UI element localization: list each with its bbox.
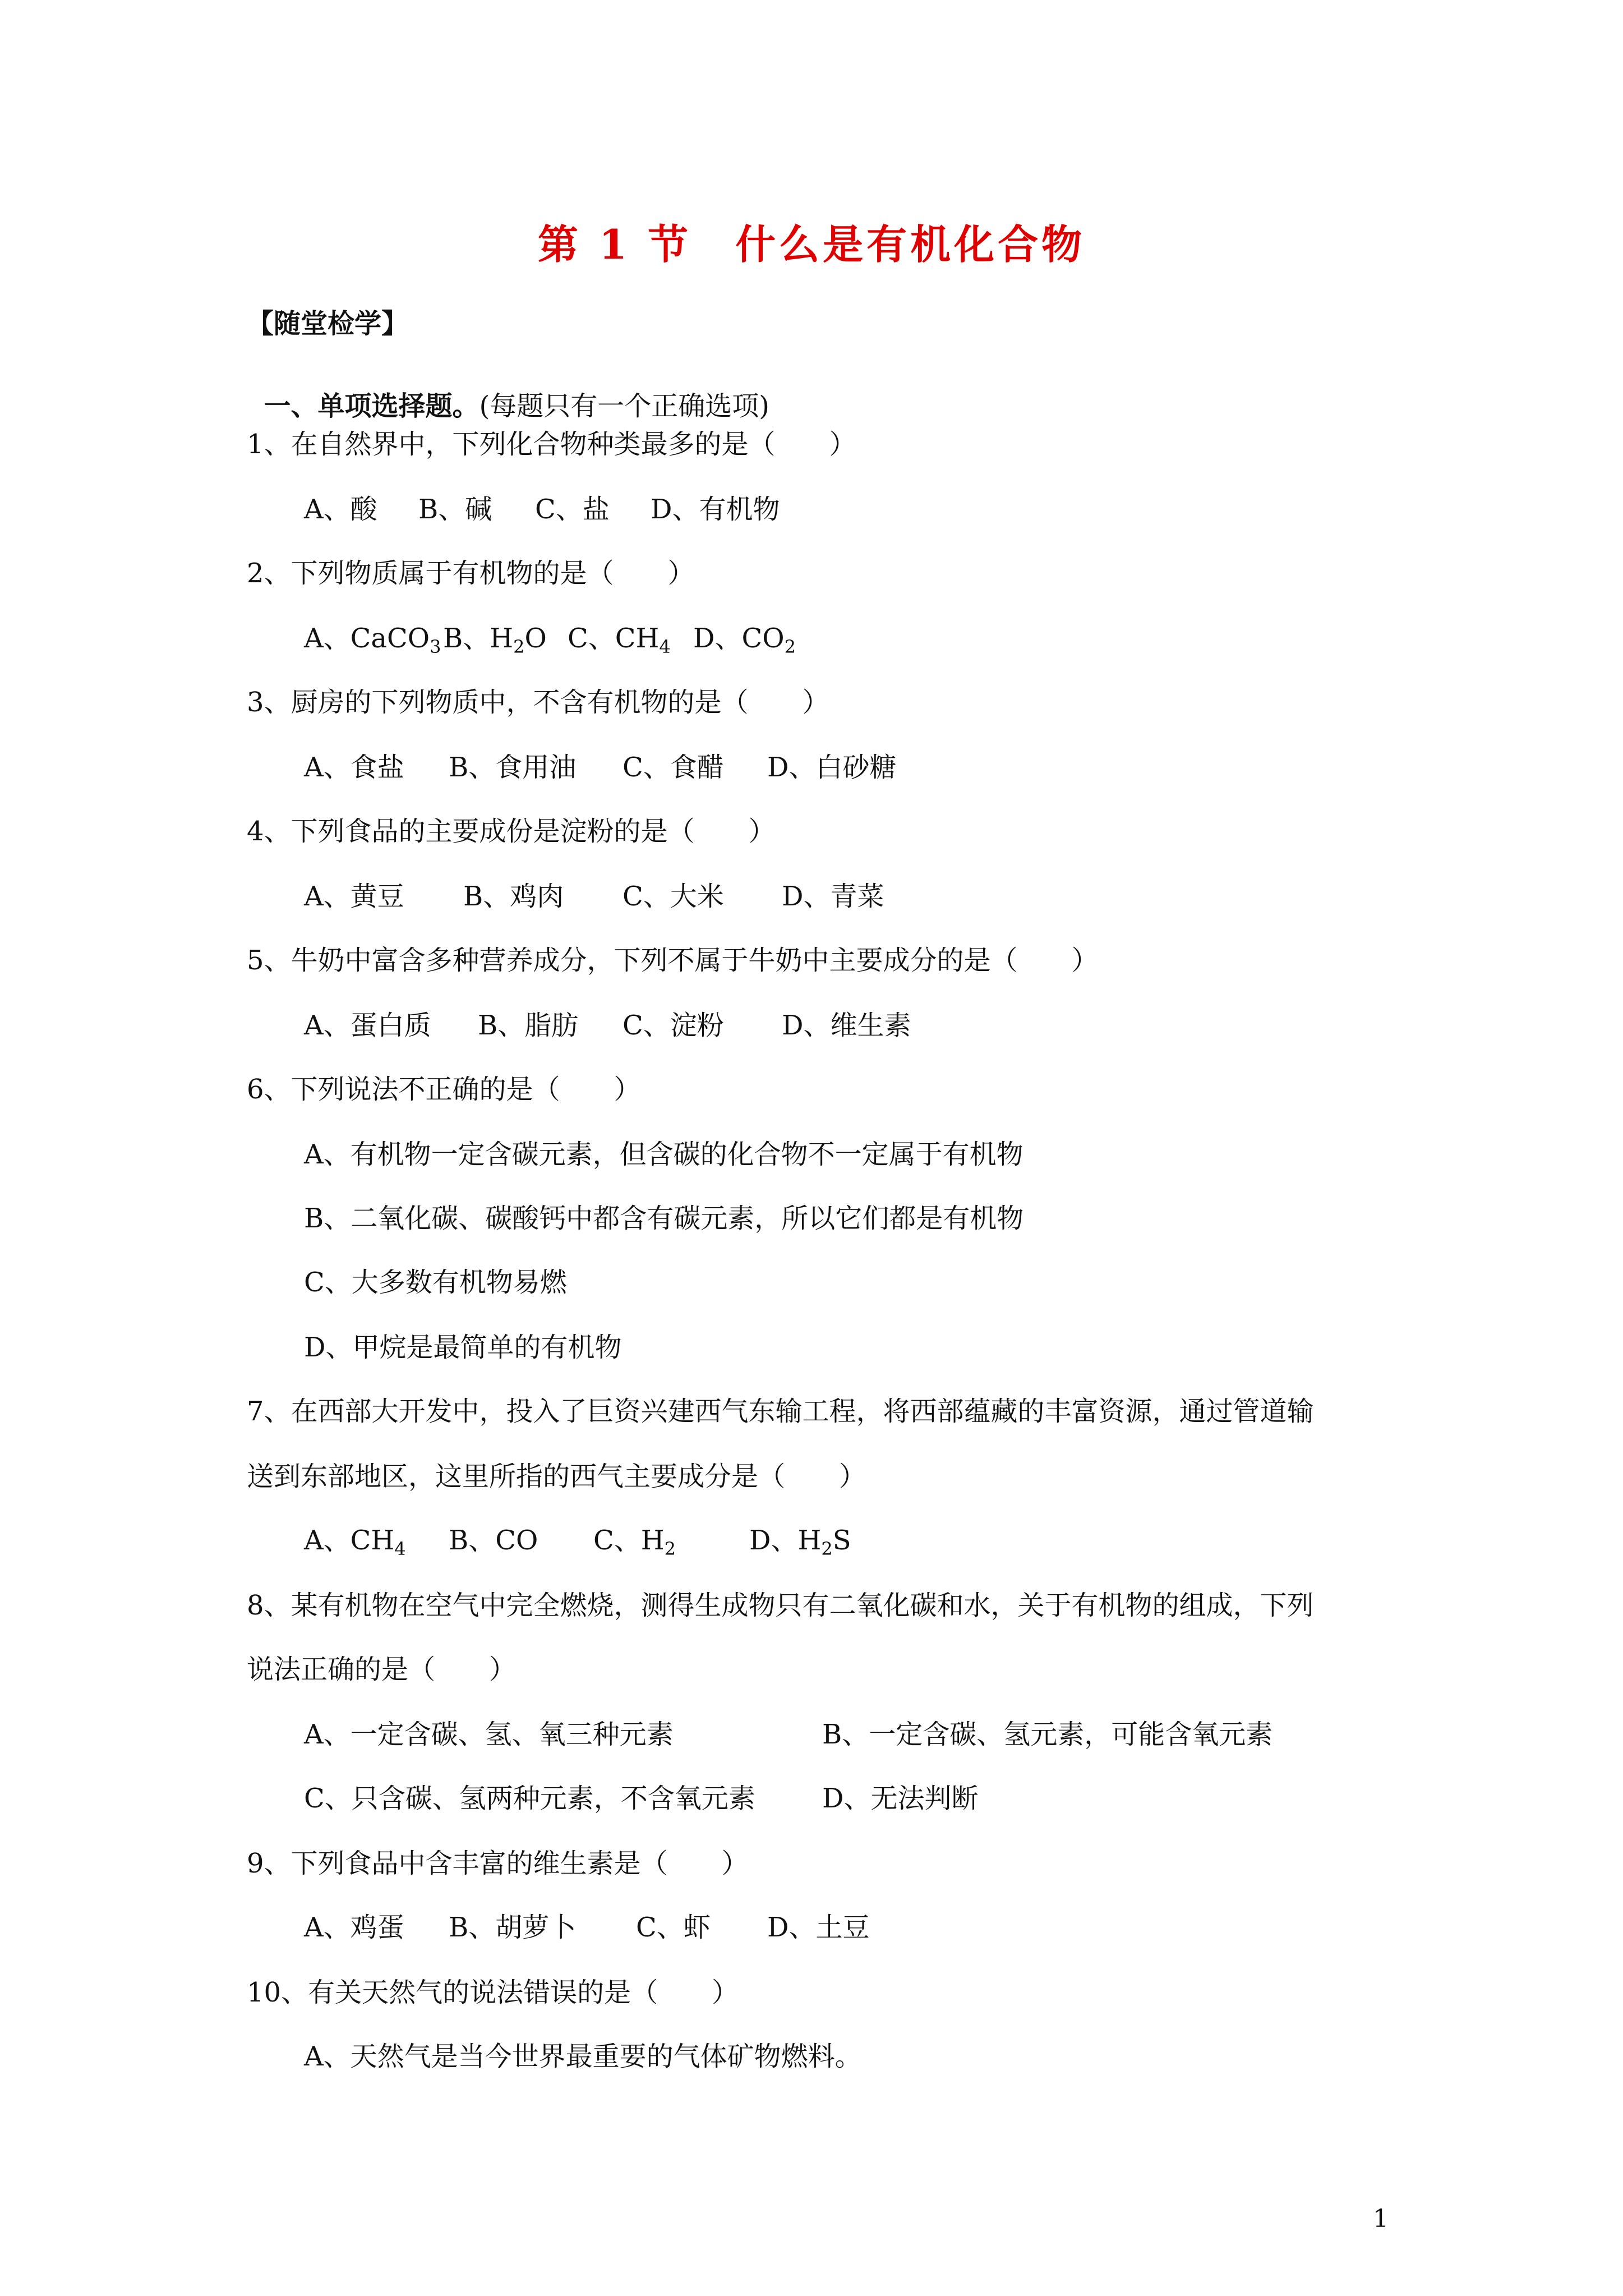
- question-stem-continued: 说法正确的是（ ）: [247, 1654, 517, 1685]
- option: B、食用油: [449, 752, 577, 783]
- option: D、青菜: [782, 881, 884, 912]
- question-stem: 3、厨房的下列物质中，不含有机物的是（ ）: [247, 687, 829, 718]
- option: A、CaCO$_3$: [304, 623, 441, 657]
- option: A、有机物一定含碳元素，但含碳的化合物不一定属于有机物: [304, 1139, 1023, 1170]
- option: A、天然气是当今世界最重要的气体矿物燃料。: [304, 2041, 862, 2072]
- question-stem: 9、下列食品中含丰富的维生素是（ ）: [247, 1848, 749, 1879]
- option: A、食盐: [304, 752, 404, 783]
- option: C、虾: [636, 1912, 711, 1943]
- option: B、鸡肉: [463, 881, 564, 912]
- option: B、CO: [449, 1525, 538, 1556]
- option: B、二氧化碳、碳酸钙中都含有碳元素，所以它们都是有机物: [304, 1203, 1024, 1234]
- option: B、一定含碳、氢元素，可能含氧元素: [822, 1719, 1273, 1750]
- option: C、只含碳、氢两种元素，不含氧元素: [304, 1783, 755, 1814]
- option: D、甲烷是最简单的有机物: [304, 1332, 622, 1363]
- option: A、鸡蛋: [304, 1912, 404, 1943]
- option: D、维生素: [782, 1010, 911, 1041]
- option: C、大米: [623, 881, 724, 912]
- option: B、胡萝卜: [449, 1912, 577, 1943]
- question-stem: 5、牛奶中富含多种营养成分，下列不属于牛奶中主要成分的是（ ）: [247, 945, 1099, 976]
- section-label: 【随堂检学】: [247, 308, 409, 339]
- question-stem: 7、在西部大开发中，投入了巨资兴建西气东输工程，将西部蕴藏的丰富资源，通过管道输: [247, 1396, 1314, 1427]
- option: D、有机物: [651, 494, 780, 525]
- option: D、白砂糖: [767, 752, 897, 783]
- option: B、碱: [418, 494, 492, 525]
- question-stem: 2、下列物质属于有机物的是（ ）: [247, 558, 695, 589]
- option: C、盐: [535, 494, 610, 525]
- part-heading-title: 一、单项选择题。: [264, 390, 479, 422]
- option: D、$H_2S$: [749, 1525, 851, 1559]
- part-heading-note: (每题只有一个正确选项): [479, 390, 769, 422]
- option: D、无法判断: [822, 1783, 979, 1814]
- option: B、脂肪: [478, 1010, 579, 1041]
- option: C、$H_2$: [593, 1525, 676, 1559]
- option: C、$CH_4$: [568, 623, 671, 657]
- part-heading: [247, 366, 769, 420]
- option: C、食醋: [623, 752, 724, 783]
- option: A、蛋白质: [304, 1010, 431, 1041]
- option: C、淀粉: [623, 1010, 724, 1041]
- page-number: 1: [1373, 2205, 1389, 2233]
- question-stem-continued: 送到东部地区，这里所指的西气主要成分是（ ）: [247, 1461, 866, 1492]
- option: B、$H_2O$: [443, 623, 547, 657]
- question-stem: 4、下列食品的主要成份是淀粉的是（ ）: [247, 816, 776, 847]
- option: A、$CH_4$: [304, 1525, 406, 1559]
- question-stem: 10、有关天然气的说法错误的是（ ）: [247, 1977, 739, 2008]
- question-stem: 1、在自然界中，下列化合物种类最多的是（ ）: [247, 429, 856, 460]
- question-stem: 6、下列说法不正确的是（ ）: [247, 1074, 641, 1105]
- option: A、酸: [304, 494, 377, 525]
- option: C、大多数有机物易燃: [304, 1267, 567, 1298]
- question-stem: 8、某有机物在空气中完全燃烧，测得生成物只有二氧化碳和水，关于有机物的组成，下列: [247, 1590, 1314, 1621]
- page-title: 第 1 节 什么是有机化合物: [537, 220, 1086, 268]
- option: D、土豆: [767, 1912, 870, 1943]
- option: A、一定含碳、氢、氧三种元素: [304, 1719, 674, 1750]
- option: A、黄豆: [304, 881, 404, 912]
- option: D、$CO_2$: [693, 623, 796, 657]
